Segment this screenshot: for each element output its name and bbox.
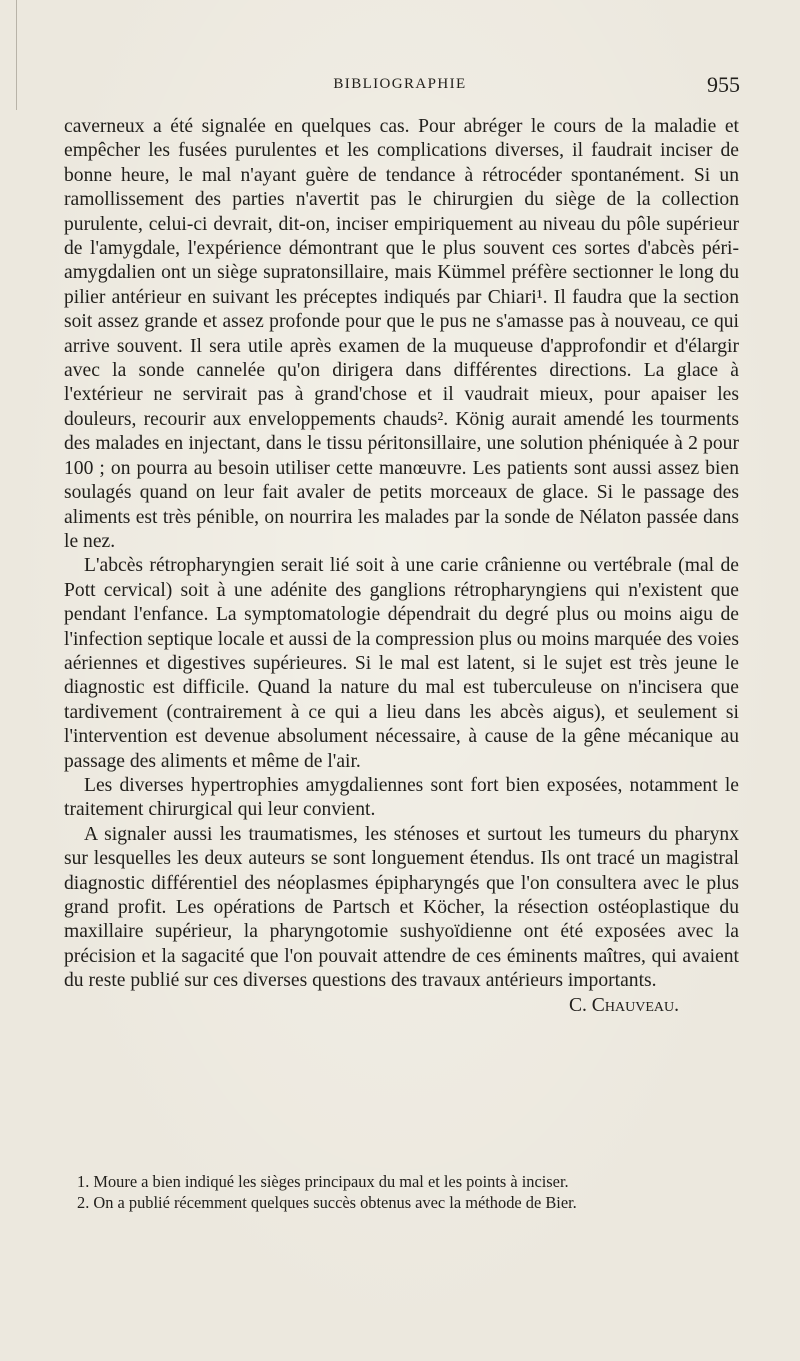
paragraph-4-text: A signaler aussi les traumatismes, les sténoses et surtout les tumeurs du pharynx sur lesquelles les deux auteurs se sont longuement étendus. Ils ont tracé un magistral diagnostic différentiel des néoplasmes épipharyngés que l'on consultera avec le plus grand profit. Les opérations de Partsch et Köcher, la résection ostéoplastique du maxillaire supérieur, la pharyngotomie sushyoïdienne ont été exposées avec la précision et la sagacité que l'on pouvait attendre de ces éminents maîtres, qui avaient du reste publié sur ces diverses questions des travaux antérieurs importants. bbox=[64, 823, 739, 992]
running-title: BIBLIOGRAPHIE bbox=[333, 76, 467, 92]
paragraph-1: caverneux a été signalée en quelques cas. Pour abréger le cours de la maladie et empêcher les fusées purulentes et les complications diverses, il faudrait inciser de bonne heure, le mal n'ayant guère de tendance à rétrocéder spontanément. Si un ramollissement des parties n'avertit pas le chirurgien du siège de la collection purulente, celui-ci devrait, dit-on, inciser empiriquement au niveau du pôle supérieur de l'amygdale, l'expérience démontrant que le plus souvent ces sortes d'abcès péri-amygdalien ont un siège supratonsillaire, mais Kümmel préfère sectionner le long du pilier antérieur en suivant les préceptes indiqués par Chiari¹. Il faudra que la section soit assez grande et assez profonde pour que le pus ne s'amasse pas à nouveau, ce qui arrive souvent. Il sera utile après examen de la muqueuse d'approfondir et d'élargir avec la sonde cannelée qu'on dirigera dans différentes directions. La glace à l'extérieur ne servirait pas à grand'chose et il vaudrait mieux, pour apaiser les douleurs, recourir aux enveloppements chauds². König aurait amendé les tourments des malades en injectant, dans le tissu péritonsillaire, une solution phéniquée à 2 pour 100 ; on pourra au besoin utiliser cette manœuvre. Les patients sont aussi assez bien soulagés quand on leur fait avaler de petits morceaux de glace. Si le passage des aliments est très pénible, on nourrira les malades par la sonde de Nélaton passée dans le nez. bbox=[64, 116, 739, 552]
footnote-1: 1. Moure a bien indiqué les sièges principaux du mal et les points à inciser. bbox=[77, 1172, 569, 1191]
footnote-2: 2. On a publié récemment quelques succès obtenus avec la méthode de Bier. bbox=[77, 1193, 577, 1212]
paragraph-3: Les diverses hypertrophies amygdaliennes sont fort bien exposées, notamment le traitement chirurgical qui leur convient. bbox=[64, 774, 739, 821]
body-text bbox=[64, 115, 739, 1018]
footnotes bbox=[64, 1172, 739, 1214]
running-head bbox=[60, 72, 740, 98]
author-signature: C. Chauveau. bbox=[568, 994, 679, 1016]
page-edge-line bbox=[16, 0, 17, 110]
paragraph-4 bbox=[64, 823, 739, 1016]
page-number: 955 bbox=[707, 72, 740, 97]
paragraph-2: L'abcès rétropharyngien serait lié soit à une carie crânienne ou vertébrale (mal de Pott cervical) soit à une adénite des ganglions rétropharyngiens qui n'existent que pendant l'enfance. La symptomatologie dépendrait du degré plus ou moins aigu de l'infection septique locale et aussi de la compression plus ou moins marquée des voies aériennes et digestives supérieures. Si le mal est latent, si le sujet est très jeune le diagnostic est difficile. Quand la nature du mal est tuberculeuse on n'incisera que tardivement (contrairement à ce qui a lieu dans les abcès aigus), et seulement si l'intervention est devenue absolument nécessaire, à cause de la gêne mécanique au passage des aliments et même de l'air. bbox=[64, 555, 739, 772]
